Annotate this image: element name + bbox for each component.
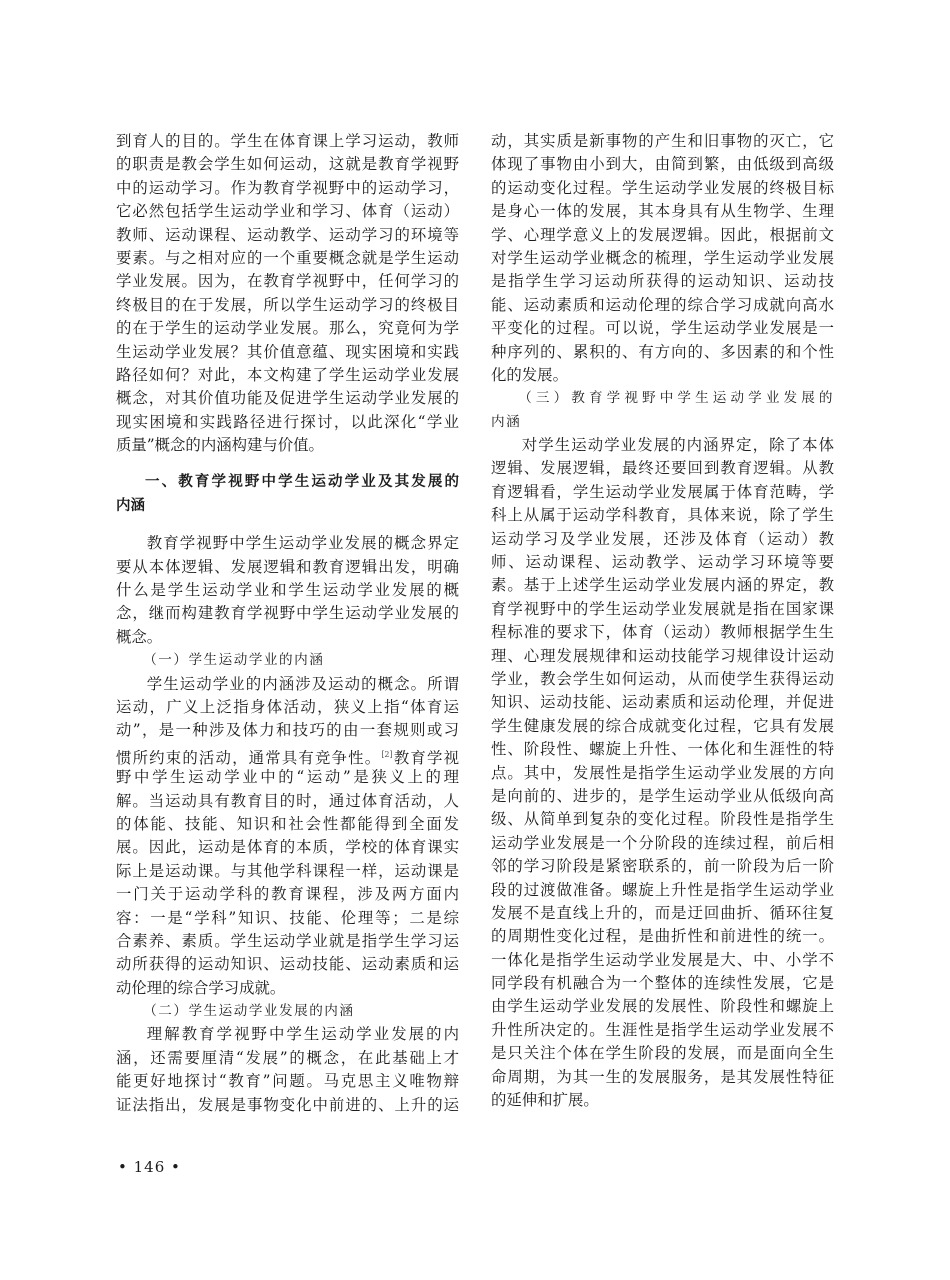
text-fragment: 惯所约束的活动，通常具有竞争性。 [116,748,382,767]
text-line: 育逻辑看，学生运动学业发展属于体育范畴，学 [491,482,834,501]
text-line: 能更好地探讨“教育”问题。马克思主义唯物辩 [116,1072,459,1091]
text-line: 运动，广义上泛指身体活动，狭义上指“体育运 [116,697,459,716]
text-line: 逻辑、发展逻辑，最终还要回到教育逻辑。从教 [491,459,834,478]
text-line: 什么是学生运动学业和学生运动学业发展的概 [116,581,459,600]
text-line: 野中学生运动学业中的“运动”是狭义上的理 [116,768,459,787]
text-line: 育学视野中的学生运动学业发展就是指在国家课 [491,599,834,618]
text-line: 的职责是教会学生如何运动，这就是教育学视野 [116,155,459,174]
text-line: 运动学习及学业发展，还涉及体育（运动）教 [491,529,834,548]
text-line: 的体能、技能、知识和社会性都能得到全面发 [116,814,459,833]
section-heading [116,471,459,518]
text-line: 动”，是一种涉及体力和技巧的由一套规则或习 [116,721,459,740]
text-line: 学业发展。因为，在教育学视野中，任何学习的 [116,272,459,291]
left-column [116,130,459,1117]
text-line: 学业，教会学生如何运动，从而使学生获得运动 [491,669,834,688]
text-line: 动伦理的综合学习成就。 [116,978,286,997]
text-line: 升性所决定的。生涯性是指学生运动学业发展不 [491,1020,834,1039]
text-line: 运动学业发展是一个分阶段的连续过程，前后相 [491,833,834,852]
text-line: 是指学生学习运动所获得的运动知识、运动技 [491,272,834,291]
text-line: 是身心一体的发展，其本身具有从生物学、生理 [491,202,834,221]
text-line: 的运动变化过程。学生运动学业发展的终极目标 [491,178,834,197]
section-heading-line: 内涵 [116,497,145,514]
text-line: 段的过渡做准备。螺旋上升性是指学生运动学业 [491,880,834,899]
subsection-heading [491,387,834,434]
text-line: 科上从属于运动学科教育，具体来说，除了学生 [491,506,834,525]
page-number: • 146 • [118,1158,181,1176]
text-line: 理、心理发展规律和运动技能学习规律设计运动 [491,646,834,665]
text-line: 的周期性变化过程，是曲折性和前进性的统一。 [491,927,834,946]
section1-paragraph [116,532,459,649]
text-line: 它必然包括学生运动学业和学习、体育（运动） [116,202,459,221]
text-line: 平变化的过程。可以说，学生运动学业发展是一 [491,319,834,338]
text-line: 际上是运动课。与其他学科课程一样，运动课是 [116,861,459,880]
text-line: 发展不是直线上升的，而是迂回曲折、循环往复 [491,903,834,922]
sub2-paragraph [116,1023,459,1117]
text-line: 概念。 [116,627,163,646]
text-line: 学生健康发展的综合成就变化过程，它具有发展 [491,716,834,735]
text-line: 要从本体逻辑、发展逻辑和教育逻辑出发，明确 [116,557,459,576]
text-line: 到育人的目的。学生在体育课上学习运动，教师 [116,132,459,150]
intro-paragraph [116,130,459,457]
text-line: 动所获得的运动知识、运动技能、运动素质和运 [116,955,459,974]
subsection-heading: （一）学生运动学业的内涵 [143,652,325,669]
text-line: 中的运动学习。作为教育学视野中的运动学习， [116,178,459,197]
text-line: 知识、运动技能、运动素质和运动伦理，并促进 [491,693,834,712]
text-line: 同学段有机融合为一个整体的连续性发展，它是 [491,974,834,993]
continuation-paragraph [491,130,834,387]
text-line: 展。因此，运动是体育的本质，学校的体育课实 [116,838,459,857]
text-fragment: 教育学视 [392,748,459,767]
text-line: 的延伸和扩展。 [491,1091,599,1110]
text-line: 要素。与之相对应的一个重要概念就是学生运动 [116,248,459,267]
section-heading-line: 一、教育学视野中学生运动学业及其发展的 [145,474,459,491]
text-line: 命周期，为其一生的发展服务，是其发展性特征 [491,1067,834,1086]
text-line-with-citation [116,743,459,766]
text-line: 解。当运动具有教育目的时，通过体育活动，人 [116,791,459,810]
text-line: 一门关于运动学科的教育课程，涉及两方面内 [116,885,459,904]
text-line: 师、运动课程、运动教学、运动学习环境等要 [491,553,834,572]
text-line: 教师、运动课程、运动教学、运动学习的环境等 [116,225,459,244]
subsection-heading-line: （三）教育学视野中学生运动学业发展的 [518,390,834,407]
right-column [491,130,834,1112]
text-line: 生运动学业发展？其价值意蕴、现实困境和实践 [116,342,459,361]
text-line: 动，其实质是新事物的产生和旧事物的灭亡，它 [491,132,834,150]
text-line: 对学生运动学业概念的梳理，学生运动学业发展 [491,248,834,267]
text-line: 体现了事物由小到大，由简到繁，由低级到高级 [491,155,834,174]
text-line: 点。其中，发展性是指学生运动学业发展的方向 [491,763,834,782]
text-line: 路径如何？对此，本文构建了学生运动学业发展 [116,365,459,384]
text-line: 合素养、素质。学生运动学业就是指学生学习运 [116,931,459,950]
text-line: 素。基于上述学生运动学业发展内涵的界定，教 [491,576,834,595]
sub1-paragraph [116,673,459,1000]
text-line: 程标准的要求下，体育（运动）教师根据学生生 [491,623,834,642]
text-line: 化的发展。 [491,365,568,384]
text-line: 的在于学生的运动学业发展。那么，究竟何为学 [116,319,459,338]
text-line: 能、运动素质和运动伦理的综合学习成就向高水 [491,295,834,314]
text-line: 现实困境和实践路径进行探讨，以此深化“学业 [116,412,459,431]
subsection-heading-line: 内涵 [491,413,522,430]
text-line: 由学生运动学业发展的发展性、阶段性和螺旋上 [491,997,834,1016]
text-line: 涵，还需要厘清“发展”的概念，在此基础上才 [116,1048,459,1067]
text-line: 终极目的在于发展，所以学生运动学习的终极目 [116,295,459,314]
text-line: 教育学视野中学生运动学业发展的概念界定 [146,534,459,553]
text-line: 概念，对其价值功能及促进学生运动学业发展的 [116,389,459,408]
text-line: 念，继而构建教育学视野中学生运动学业发展的 [116,604,459,623]
text-line: 对学生运动学业发展的内涵界定，除了本体 [521,436,834,455]
text-line: 学生运动学业的内涵涉及运动的概念。所谓 [146,674,459,693]
text-line: 学、心理学意义上的发展逻辑。因此，根据前文 [491,225,834,244]
text-line: 质量”概念的内涵构建与价值。 [116,436,324,455]
text-line: 是向前的、进步的，是学生运动学业从低级向高 [491,786,834,805]
citation-mark[interactable]: [2] [381,749,393,759]
sub3-paragraph [491,434,834,1112]
subsection-heading: （二）学生运动学业发展的内涵 [143,1003,355,1020]
text-line: 是只关注个体在学生阶段的发展，而是面向全生 [491,1044,834,1063]
text-line: 邻的学习阶段是紧密联系的，前一阶段为后一阶 [491,857,834,876]
text-line: 性、阶段性、螺旋上升性、一体化和生涯性的特 [491,740,834,759]
text-line: 级、从简单到复杂的变化过程。阶段性是指学生 [491,810,834,829]
text-line: 种序列的、累积的、有方向的、多因素的和个性 [491,342,834,361]
text-line: 证法指出，发展是事物变化中前进的、上升的运 [116,1095,459,1114]
text-line: 一体化是指学生运动学业发展是大、中、小学不 [491,950,834,969]
text-line: 容：一是“学科”知识、技能、伦理等；二是综 [116,908,459,927]
text-line: 理解教育学视野中学生运动学业发展的内 [146,1025,459,1044]
